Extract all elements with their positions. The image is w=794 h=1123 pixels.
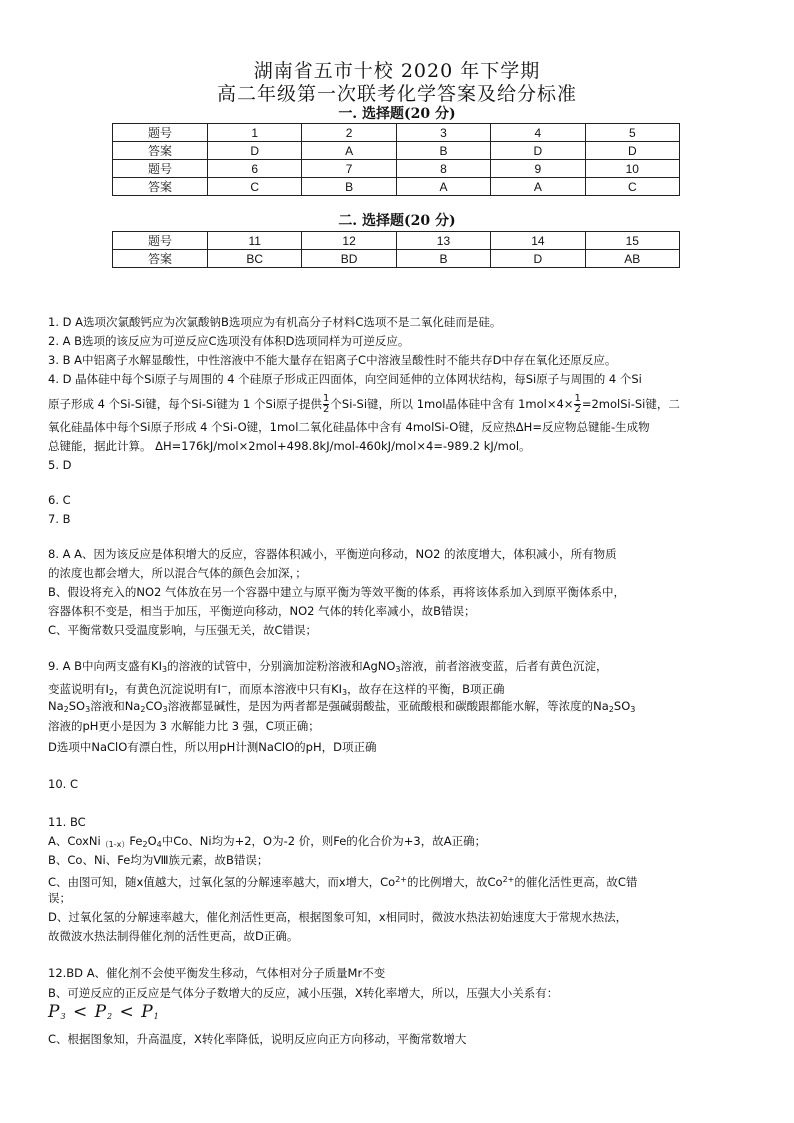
table-cell: B	[302, 178, 396, 196]
text-segment: 原子形成 4 个Si-Si键，每个Si-Si键为 1 个Si原子提供	[48, 397, 323, 411]
table-cell: AB	[585, 250, 679, 268]
text-segment: Fe	[129, 834, 143, 848]
explanation-q4-line4: 总键能，据此计算。 ΔH=176kJ/mol×2mol+498.8kJ/mol-460kJ/mol×4=-989.2 kJ/mol。	[48, 439, 531, 453]
text-segment: 变蓝说明有I	[48, 682, 109, 696]
text-segment: CO	[145, 699, 163, 713]
text-segment: 的催化活性更高，故C错	[514, 875, 638, 889]
subscript: 1	[153, 1012, 160, 1021]
table-cell: 3	[396, 124, 490, 142]
section2-heading: 二. 选择题(20 分)	[338, 213, 456, 229]
table-cell: A	[302, 142, 396, 160]
explanation-q6: 6. C	[48, 493, 71, 507]
text-segment: 溶液和Na	[90, 699, 141, 713]
explanation-q8-line5: C、平衡常数只受温度影响，与压强无关，故C错误；	[48, 623, 318, 637]
explanation-q4-line2	[48, 394, 748, 415]
subscript: （1-x）	[100, 840, 130, 849]
table-cell: D	[491, 250, 585, 268]
row-label: 答案	[113, 178, 208, 196]
superscript: −	[220, 682, 228, 691]
fraction-denominator: 2	[323, 404, 330, 415]
subscript: 3	[85, 705, 91, 714]
table-cell: 14	[491, 232, 585, 250]
table-cell: A	[396, 178, 490, 196]
text-segment: 9. A B中向两支盛有KI	[48, 659, 162, 673]
table-row	[113, 232, 680, 250]
subscript: 2	[107, 1012, 114, 1021]
explanation-q1: 1. D A选项次氯酸钙应为次氯酸钠B选项应为有机高分子材料C选项不是二氧化硅而是硅。	[48, 315, 502, 329]
subscript: 3	[162, 705, 168, 714]
explanation-q8-line1: 8. A A、因为该反应是体积增大的反应，容器体积减小，平衡逆向移动，NO2 的浓度增大，体积减小，所有物质	[48, 547, 617, 561]
formula-lt: < P	[66, 1002, 108, 1022]
explanation-q9-line4: 溶液的pH更小是因为 3 水解能力比 3 强，C项正确；	[48, 719, 320, 733]
explanation-q12-c: C、根据图象知，升高温度，X转化率降低，说明反应向正方向移动，平衡常数增大	[48, 1032, 467, 1046]
explanation-q5: 5. D	[48, 458, 72, 472]
formula-lt: < P	[113, 1002, 154, 1022]
subscript: 2	[63, 705, 69, 714]
table-cell: 6	[208, 160, 302, 178]
explanation-q9-line1	[48, 657, 748, 679]
table-cell: D	[585, 142, 679, 160]
formula-image	[48, 1002, 160, 1022]
fraction-numerator: 1	[323, 393, 330, 404]
table-row	[113, 124, 680, 142]
table-row	[113, 142, 680, 160]
explanation-q11-head: 11. BC	[48, 815, 86, 829]
text-segment: 的比例增大，故Co	[407, 875, 503, 889]
text-segment: ，有黄色沉淀说明有I	[114, 682, 221, 696]
explanation-q3: 3. B A中铝离子水解显酸性，中性溶液中不能大量存在铝离子C中溶液呈酸性时不能共存D中存在氧化还原反应。	[48, 353, 617, 367]
text-segment: 个Si-Si键，所以 1mol晶体硅中含有 1mol×4×	[330, 397, 574, 411]
explanation-q8-line2: 的浓度也都会增大，所以混合气体的颜色会加深，；	[48, 566, 307, 580]
row-label: 题号	[113, 232, 208, 250]
table-cell: 12	[302, 232, 396, 250]
table-cell: C	[208, 178, 302, 196]
row-label: 答案	[113, 250, 208, 268]
explanation-q7: 7. B	[48, 512, 71, 526]
explanation-q11-c-cont: 误；	[48, 891, 71, 905]
table-cell: 15	[585, 232, 679, 250]
text-segment: SO	[68, 699, 86, 713]
explanation-q4-line1: 4. D 晶体硅中每个Si原子与周围的 4 个硅原子形成正四面体，向空间延伸的立体网状结构，每Si原子与周围的 4 个Si	[48, 372, 642, 386]
subscript: 3	[342, 688, 348, 697]
explanation-q9-line3	[48, 697, 748, 719]
subscript: 3	[395, 665, 401, 674]
text-segment: O	[147, 834, 157, 848]
explanation-q2: 2. A B选项的该反应为可逆反应C选项没有体积D选项同样为可逆反应。	[48, 334, 410, 348]
text-segment: =2molSi-Si键，二	[581, 397, 680, 411]
answer-table-1	[112, 123, 680, 196]
subscript: 2	[108, 688, 114, 697]
table-cell: B	[396, 142, 490, 160]
table-cell: 7	[302, 160, 396, 178]
table-cell: 13	[396, 232, 490, 250]
table-cell: 9	[491, 160, 585, 178]
table-row	[113, 178, 680, 196]
explanation-q11-b: B、Co、Ni、Fe均为Ⅷ族元素，故B错误；	[48, 853, 269, 867]
superscript: 2+	[502, 875, 515, 884]
page-title-line2: 高二年级第一次联考化学答案及给分标准	[216, 83, 577, 105]
explanation-q11-d-line1: D、过氧化氢的分解速率越大，催化剂活性更高，根据图象可知，x相同时，微波水热法初始速度大于常规水热法，	[48, 910, 628, 924]
subscript: 4	[156, 840, 162, 849]
table-cell: 2	[302, 124, 396, 142]
row-label: 答案	[113, 142, 208, 160]
pressure-relation-formula	[48, 1003, 748, 1026]
fraction-numerator: 1	[574, 393, 581, 404]
table-cell: 4	[491, 124, 585, 142]
page-title-line1: 湖南省五市十校 2020 年下学期	[253, 60, 541, 82]
explanation-q8-line4: 容器体积不变是，相当于加压，平衡逆向移动，NO2 气体的转化率减小，故B错误；	[48, 604, 476, 618]
subscript: 3	[60, 1012, 67, 1021]
table-cell: A	[491, 178, 585, 196]
subscript: 2	[608, 705, 614, 714]
table-cell: 10	[585, 160, 679, 178]
explanation-q9-line5: D选项中NaClO有漂白性，所以用pH计测NaClO的pH，D项正确	[48, 740, 377, 754]
text-segment: SO	[613, 699, 631, 713]
row-label: 题号	[113, 160, 208, 178]
table-cell: 5	[585, 124, 679, 142]
text-segment: A、CoxNi	[48, 834, 101, 848]
subscript: 3	[630, 705, 636, 714]
table-cell: D	[208, 142, 302, 160]
text-segment: Na	[48, 699, 64, 713]
table-cell: B	[396, 250, 490, 268]
table-row	[113, 250, 680, 268]
text-segment: ，故存在这样的平衡，B项正确	[347, 682, 505, 696]
explanation-q12-b: B、可逆反应的正反应是气体分子数增大的反应，减小压强，X转化率增大，所以，压强大小关系有：	[48, 986, 559, 1000]
table-cell: 8	[396, 160, 490, 178]
table-cell: BC	[208, 250, 302, 268]
row-label: 题号	[113, 124, 208, 142]
answer-table-2	[112, 231, 680, 268]
text-segment: ，而原本溶液中只有KI	[227, 682, 343, 696]
subscript: 3	[161, 665, 168, 674]
table-cell: D	[491, 142, 585, 160]
table-cell: 1	[208, 124, 302, 142]
superscript: 2+	[395, 875, 408, 884]
explanation-q8-line3: B、假设将充入的NO2 气体放在另一个容器中建立与原平衡为等效平衡的体系，再将该体系加入到原平衡体系中，	[48, 585, 626, 599]
text-segment: 的溶液的试管中，分别滴加淀粉溶液和AgNO	[167, 659, 396, 673]
table-cell: BD	[302, 250, 396, 268]
table-row	[113, 160, 680, 178]
explanation-q4-line3: 氧化硅晶体中每个Si原子形成 4 个Si-O键，1mol二氧化硅晶体中含有 4molSi-O键，反应热ΔH=反应物总键能-生成物	[48, 420, 650, 434]
table-cell: C	[585, 178, 679, 196]
text-segment: 溶液，前者溶液变蓝，后者有黄色沉淀，	[400, 659, 608, 673]
text-segment: C、由图可知，随x值越大，过氧化氢的分解速率越大，而x增大，Co	[48, 875, 396, 889]
subscript: 2	[142, 840, 148, 849]
text-segment: 中Co、Ni均为+2，O为-2 价，则Fe的化合价为+3，故A正确；	[161, 834, 487, 848]
fraction	[323, 394, 329, 415]
fraction	[574, 394, 580, 415]
explanation-q12-head: 12.BD A、催化剂不会使平衡发生移动，气体相对分子质量Mr不变	[48, 966, 386, 980]
explanation-q10: 10. C	[48, 777, 78, 791]
table-cell: 11	[208, 232, 302, 250]
section1-heading: 一. 选择题(20 分)	[338, 106, 456, 122]
formula-p: P	[48, 1002, 61, 1022]
explanation-q11-d-line2: 故微波水热法制得催化剂的活性更高，故D正确。	[48, 929, 299, 943]
text-segment: 溶液都显碱性，是因为两者都是强碱弱酸盐，亚硫酸根和碳酸跟都能水解，等浓度的Na	[167, 699, 609, 713]
fraction-denominator: 2	[574, 404, 581, 415]
subscript: 2	[140, 705, 146, 714]
